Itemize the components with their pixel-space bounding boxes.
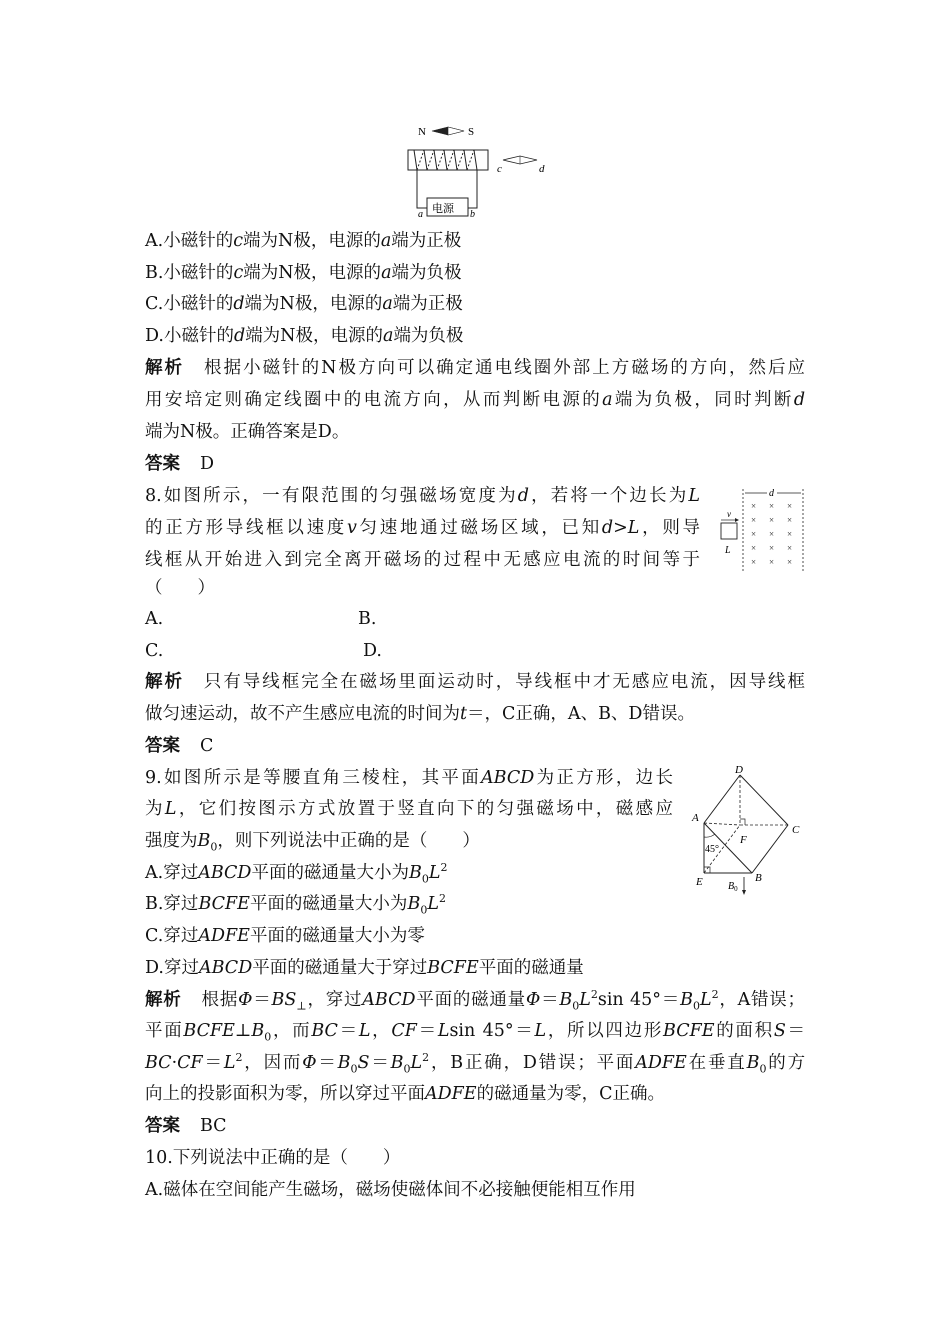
q9-stem-line3: 强度为$B_0$，则下列说法中正确的是（ ）: [145, 831, 480, 854]
q10-option-a: A.磁体在空间能产生磁场，磁场使磁体间不必接触便能相互作用: [145, 1180, 636, 1200]
width-d-label: d: [769, 488, 774, 499]
needle-s-label: S: [468, 126, 475, 138]
angle-label: 45°: [705, 844, 719, 855]
svg-text:×: ×: [751, 515, 757, 525]
solenoid-figure: [400, 120, 560, 220]
svg-text:×: ×: [769, 557, 775, 567]
q8-option-a: A.: [145, 609, 164, 629]
q8-option-c: C.: [145, 641, 164, 661]
vertex-a-label: A: [692, 812, 699, 824]
q8-analysis-line2: 做匀速运动，故不产生感应电流的时间为t＝，C正确，A、B、D错误。: [145, 704, 695, 724]
needle-c-label: c: [497, 163, 502, 175]
field-crosses: [751, 501, 792, 567]
svg-text:×: ×: [769, 515, 775, 525]
power-source-label: 电源: [432, 203, 454, 215]
vertex-f-label: F: [740, 834, 747, 846]
svg-text:×: ×: [787, 501, 793, 511]
prism-figure: [688, 763, 808, 898]
q7-analysis-line2: 用安培定则确定线圈中的电流方向，从而判断电源的a端为负极，同时判断d: [145, 390, 806, 410]
vertex-d-label: D: [735, 764, 743, 776]
svg-text:×: ×: [751, 557, 757, 567]
svg-text:×: ×: [751, 501, 757, 511]
side-L-label: L: [725, 545, 731, 556]
needle-d-label: d: [539, 163, 545, 175]
terminal-b-label: b: [470, 209, 475, 220]
q9-stem-line1: 9.如图所示是等腰直角三棱柱，其平面ABCD为正方形，边长: [145, 768, 673, 788]
q9-analysis-line4: 向上的投影面积为零，所以穿过平面ADFE的磁通量为零，C正确。: [145, 1084, 665, 1104]
q7-option-d: D.小磁针的d端为N极，电源的a端为负极: [145, 326, 464, 346]
svg-text:×: ×: [751, 543, 757, 553]
q8-stem-line4: （ ）: [145, 578, 215, 598]
svg-text:×: ×: [769, 543, 775, 553]
svg-text:×: ×: [787, 543, 793, 553]
q8-analysis-line1: 解析 只有导线框完全在磁场里面运动时，导线框中才无感应电流，因导线框: [145, 672, 805, 692]
q9-answer: 答案 BC: [145, 1116, 227, 1136]
magnetic-field-figure: [715, 485, 810, 575]
velocity-v-label: v: [727, 509, 731, 519]
square-loop: [721, 523, 737, 539]
q8-stem-line1: 8.如图所示，一有限范围的匀强磁场宽度为d，若将一个边长为L: [145, 486, 700, 506]
q10-stem: 10.下列说法中正确的是（ ）: [145, 1148, 401, 1168]
q9-option-c: C.穿过ADFE平面的磁通量大小为零: [145, 926, 425, 946]
prism-hidden-edges: [704, 775, 788, 873]
svg-text:×: ×: [769, 501, 775, 511]
vertex-c-label: C: [792, 824, 800, 836]
svg-text:×: ×: [787, 557, 793, 567]
svg-text:×: ×: [769, 529, 775, 539]
svg-text:×: ×: [787, 515, 793, 525]
q9-stem-line2: 为L，它们按图示方式放置于竖直向下的匀强磁场中，磁感应: [145, 799, 674, 819]
needle-n-label: N: [418, 126, 426, 138]
q9-analysis-line3: $BC\cdot CF=L^2$，因而$\Phi=B_0S=B_0L^2$，B正确，D错误；平面ADFE在垂直$B_0$的方: [145, 1051, 806, 1076]
terminal-a-label: a: [418, 209, 423, 220]
q7-option-b: B.小磁针的c端为N极，电源的a端为负极: [145, 263, 462, 283]
svg-text:×: ×: [787, 529, 793, 539]
q9-option-b: B.穿过BCFE平面的磁通量大小为$B_0L^2$: [145, 892, 446, 917]
q7-answer: 答案 D: [145, 454, 215, 474]
vertex-b-label: B: [755, 872, 762, 884]
q7-option-c: C.小磁针的d端为N极，电源的a端为正极: [145, 294, 463, 314]
q8-stem-line2: 的正方形导线框以速度v匀速地通过磁场区域，已知d>L，则导: [145, 518, 701, 538]
svg-text:×: ×: [751, 529, 757, 539]
field-b0-label: $B_0$: [728, 881, 738, 893]
vertex-e-label: E: [696, 876, 703, 888]
q9-option-d: D.穿过ABCD平面的磁通量大于穿过BCFE平面的磁通量: [145, 958, 584, 978]
q7-analysis-line3: 端为N极。正确答案是D。: [145, 422, 350, 442]
q9-analysis-line1: 解析 根据$\Phi=BS_\perp$，穿过ABCD平面的磁通量$\Phi=B_0L^2\sin$ $45^\circ=B_0L^2$，A错误；: [145, 988, 806, 1013]
q8-answer: 答案 C: [145, 736, 214, 756]
q9-analysis-line2: 平面$BCFE\perp B_0$，而BC＝L，CF＝Lsin 45°＝L，所以四边形BCFE的面积S＝: [145, 1021, 806, 1044]
q8-option-d: D.: [363, 641, 382, 661]
q9-option-a: A.穿过ABCD平面的磁通量大小为$B_0L^2$: [145, 861, 448, 886]
q7-analysis-line1: 解析 根据小磁针的N极方向可以确定通电线圈外部上方磁场的方向，然后应: [145, 358, 806, 378]
q8-option-b: B.: [358, 609, 377, 629]
q7-option-a: A.小磁针的c端为N极，电源的a端为正极: [145, 231, 462, 251]
q8-stem-line3: 线框从开始进入到完全离开磁场的过程中无感应电流的时间等于: [145, 550, 700, 570]
